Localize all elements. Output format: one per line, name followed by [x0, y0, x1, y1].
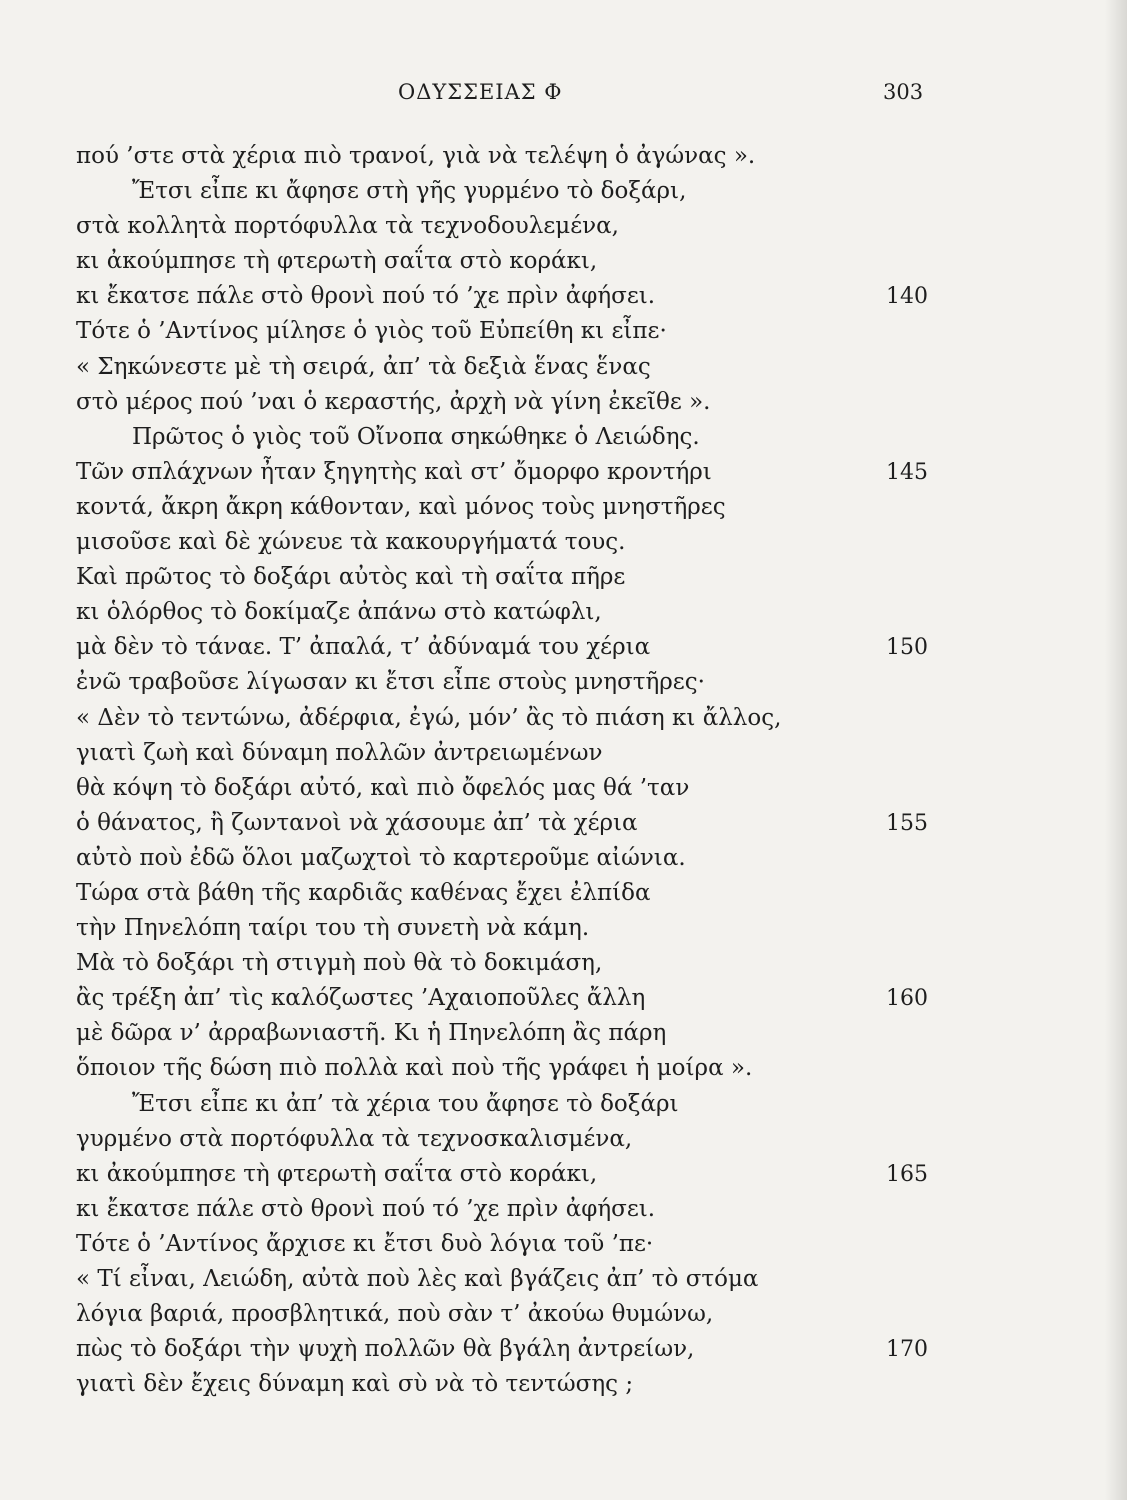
verse-text: μὰ δὲν τὸ τάναε. Τ’ ἀπαλά, τ’ ἀδύναμά του χέρια: [76, 634, 651, 661]
running-title: ΟΔΥΣΣΕΙΑΣ Φ: [398, 80, 563, 104]
line-number: 160: [886, 986, 928, 1012]
verse-text: πού ’στε στὰ χέρια πιὸ τρανοί, γιὰ νὰ τελέψη ὁ ἀγώνας ».: [76, 143, 756, 169]
verse-text: τὴν Πηνελόπη ταίρι του τὴ συνετὴ νὰ κάμη.: [76, 915, 590, 942]
verse-text: γυρμένο στὰ πορτόφυλλα τὰ τεχνοσκαλισμένα,: [76, 1125, 633, 1152]
line-number: 150: [886, 635, 928, 661]
verse-text: μισοῦσε καὶ δὲ χώνευε τὰ κακουργήματά τους.: [76, 529, 626, 556]
verse-text: Μὰ τὸ δοξάρι τὴ στιγμὴ ποὺ θὰ τὸ δοκιμάση,: [76, 950, 603, 977]
verse-text: Ἔτσι εἶπε κι ἀπ’ τὰ χέρια του ἄφησε τὸ δοξάρι: [132, 1090, 679, 1117]
verse-line: [0, 314, 1127, 349]
verse-line: [0, 1227, 1127, 1262]
line-number: 145: [886, 459, 928, 485]
verse-line: [0, 665, 1127, 700]
verse-line: [0, 455, 1127, 490]
verse-text: ἐνῶ τραβοῦσε λίγωσαν κι ἔτσι εἶπε στοὺς μνηστῆρες·: [76, 669, 705, 696]
verse-line: [0, 174, 1127, 209]
verse-text: κι ἀκούμπησε τὴ φτερωτὴ σαΐτα στὸ κοράκι,: [76, 248, 598, 275]
verse-text: Τότε ὁ ’Αντίνος μίλησε ὁ γιὸς τοῦ Εὐπείθη κι εἶπε·: [76, 318, 667, 345]
verse-text: κι ὁλόρθος τὸ δοκίμαζε ἀπάνω στὸ κατώφλι,: [76, 599, 602, 626]
verse-line: [0, 490, 1127, 525]
verse-line: [0, 1297, 1127, 1332]
verse-line: [0, 1332, 1127, 1367]
verse-text: ὅποιον τῆς δώση πιὸ πολλὰ καὶ ποὺ τῆς γράφει ἡ μοίρα ».: [76, 1055, 753, 1082]
verse-text: αὐτὸ ποὺ ἐδῶ ὅλοι μαζωχτοὶ τὸ καρτεροῦμε αἰώνια.: [76, 844, 686, 871]
verse-line: [0, 1016, 1127, 1051]
verse-line: [0, 701, 1127, 736]
verse-text: μὲ δῶρα ν’ ἀρραβωνιαστῆ. Κι ἡ Πηνελόπη ἂς πάρη: [76, 1020, 667, 1047]
verse-line: [0, 385, 1127, 420]
line-number: 155: [886, 810, 928, 836]
verse-text: κοντά, ἄκρη ἄκρη κάθονταν, καὶ μόνος τοὺς μνηστῆρες: [76, 493, 726, 520]
verse-text: Τότε ὁ ’Αντίνος ἄρχισε κι ἔτσι δυὸ λόγια τοῦ ’πε·: [76, 1230, 654, 1257]
verse-text: « Δὲν τὸ τεντώνω, ἀδέρφια, ἐγώ, μόν’ ἂς τὸ πιάση κι ἄλλος,: [76, 704, 782, 731]
verse-line: [0, 630, 1127, 665]
verse-text: Ἔτσι εἶπε κι ἄφησε στὴ γῆς γυρμένο τὸ δοξάρι,: [132, 178, 687, 205]
verse-text: « Σηκώνεστε μὲ τὴ σειρά, ἀπ’ τὰ δεξιὰ ἕνας ἕνας: [76, 353, 651, 380]
verse-text: γιατὶ δὲν ἔχεις δύναμη καὶ σὺ νὰ τὸ τεντώσης ;: [76, 1371, 634, 1398]
verse-line: [0, 911, 1127, 946]
verse-line: [0, 139, 1127, 174]
verse-line: [0, 209, 1127, 244]
verse-line: [0, 279, 1127, 314]
verse-line: [0, 981, 1127, 1016]
verse-text: στὸ μέρος πού ’ναι ὁ κεραστής, ἀρχὴ νὰ γίνη ἐκεῖθε ».: [76, 388, 711, 415]
page-number: 303: [883, 80, 924, 104]
verse-text: στὰ κολλητὰ πορτόφυλλα τὰ τεχνοδουλεμένα,: [76, 213, 619, 240]
verse-line: [0, 420, 1127, 455]
verse-line: [0, 771, 1127, 806]
verse-line: [0, 841, 1127, 876]
line-number: 165: [886, 1161, 928, 1187]
verse-line: [0, 350, 1127, 385]
verse-text: πὼς τὸ δοξάρι τὴν ψυχὴ πολλῶν θὰ βγάλη ἀντρείων,: [76, 1336, 695, 1363]
verse-text: κι ἀκούμπησε τὴ φτερωτὴ σαΐτα στὸ κοράκι,: [76, 1160, 598, 1187]
verse-text: κι ἔκατσε πάλε στὸ θρονὶ πού τό ’χε πρὶν ἀφήσει.: [76, 1195, 656, 1222]
verse-line: [0, 1157, 1127, 1192]
verse-text: Τώρα στὰ βάθη τῆς καρδιᾶς καθένας ἔχει ἐλπίδα: [76, 879, 651, 906]
verse-text: « Τί εἶναι, Λειώδη, αὐτὰ ποὺ λὲς καὶ βγάζεις ἀπ’ τὸ στόμα: [76, 1266, 759, 1292]
verse-text: Πρῶτος ὁ γιὸς τοῦ Οἴνοπα σηκώθηκε ὁ Λειώδης.: [132, 423, 700, 450]
verse-line: [0, 1122, 1127, 1157]
verse-line: [0, 876, 1127, 911]
verse-text: θὰ κόψη τὸ δοξάρι αὐτό, καὶ πιὸ ὄφελός μας θά ’ταν: [76, 774, 690, 801]
verse-line: [0, 1262, 1127, 1297]
verse-line: [0, 806, 1127, 841]
verse-line: [0, 1051, 1127, 1086]
verse-text: λόγια βαριά, προσβλητικά, ποὺ σὰν τ’ ἀκούω θυμώνω,: [76, 1301, 714, 1328]
verse-line: [0, 1367, 1127, 1402]
verse-line: [0, 946, 1127, 981]
verse-line: [0, 244, 1127, 279]
verse-text: ἂς τρέξη ἀπ’ τὶς καλόζωστες ’Αχαιοποῦλες ἄλλη: [76, 985, 646, 1012]
verse-block: [0, 139, 1127, 1402]
verse-text: ὁ θάνατος, ἢ ζωντανοὶ νὰ χάσουμε ἀπ’ τὰ χέρια: [76, 809, 638, 836]
line-number: 170: [886, 1337, 928, 1363]
verse-line: [0, 595, 1127, 630]
verse-text: κι ἔκατσε πάλε στὸ θρονὶ πού τό ’χε πρὶν ἀφήσει.: [76, 283, 656, 310]
verse-line: [0, 736, 1127, 771]
verse-text: Τῶν σπλάχνων ἦταν ξηγητὴς καὶ στ’ ὄμορφο κροντήρι: [76, 458, 712, 485]
verse-line: [0, 525, 1127, 560]
verse-text: Καὶ πρῶτος τὸ δοξάρι αὐτὸς καὶ τὴ σαΐτα πῆρε: [76, 564, 626, 591]
verse-line: [0, 560, 1127, 595]
verse-text: γιατὶ ζωὴ καὶ δύναμη πολλῶν ἀντρειωμένων: [76, 739, 603, 766]
verse-line: [0, 1087, 1127, 1122]
line-number: 140: [886, 284, 928, 310]
running-head: [0, 80, 1127, 110]
verse-line: [0, 1192, 1127, 1227]
